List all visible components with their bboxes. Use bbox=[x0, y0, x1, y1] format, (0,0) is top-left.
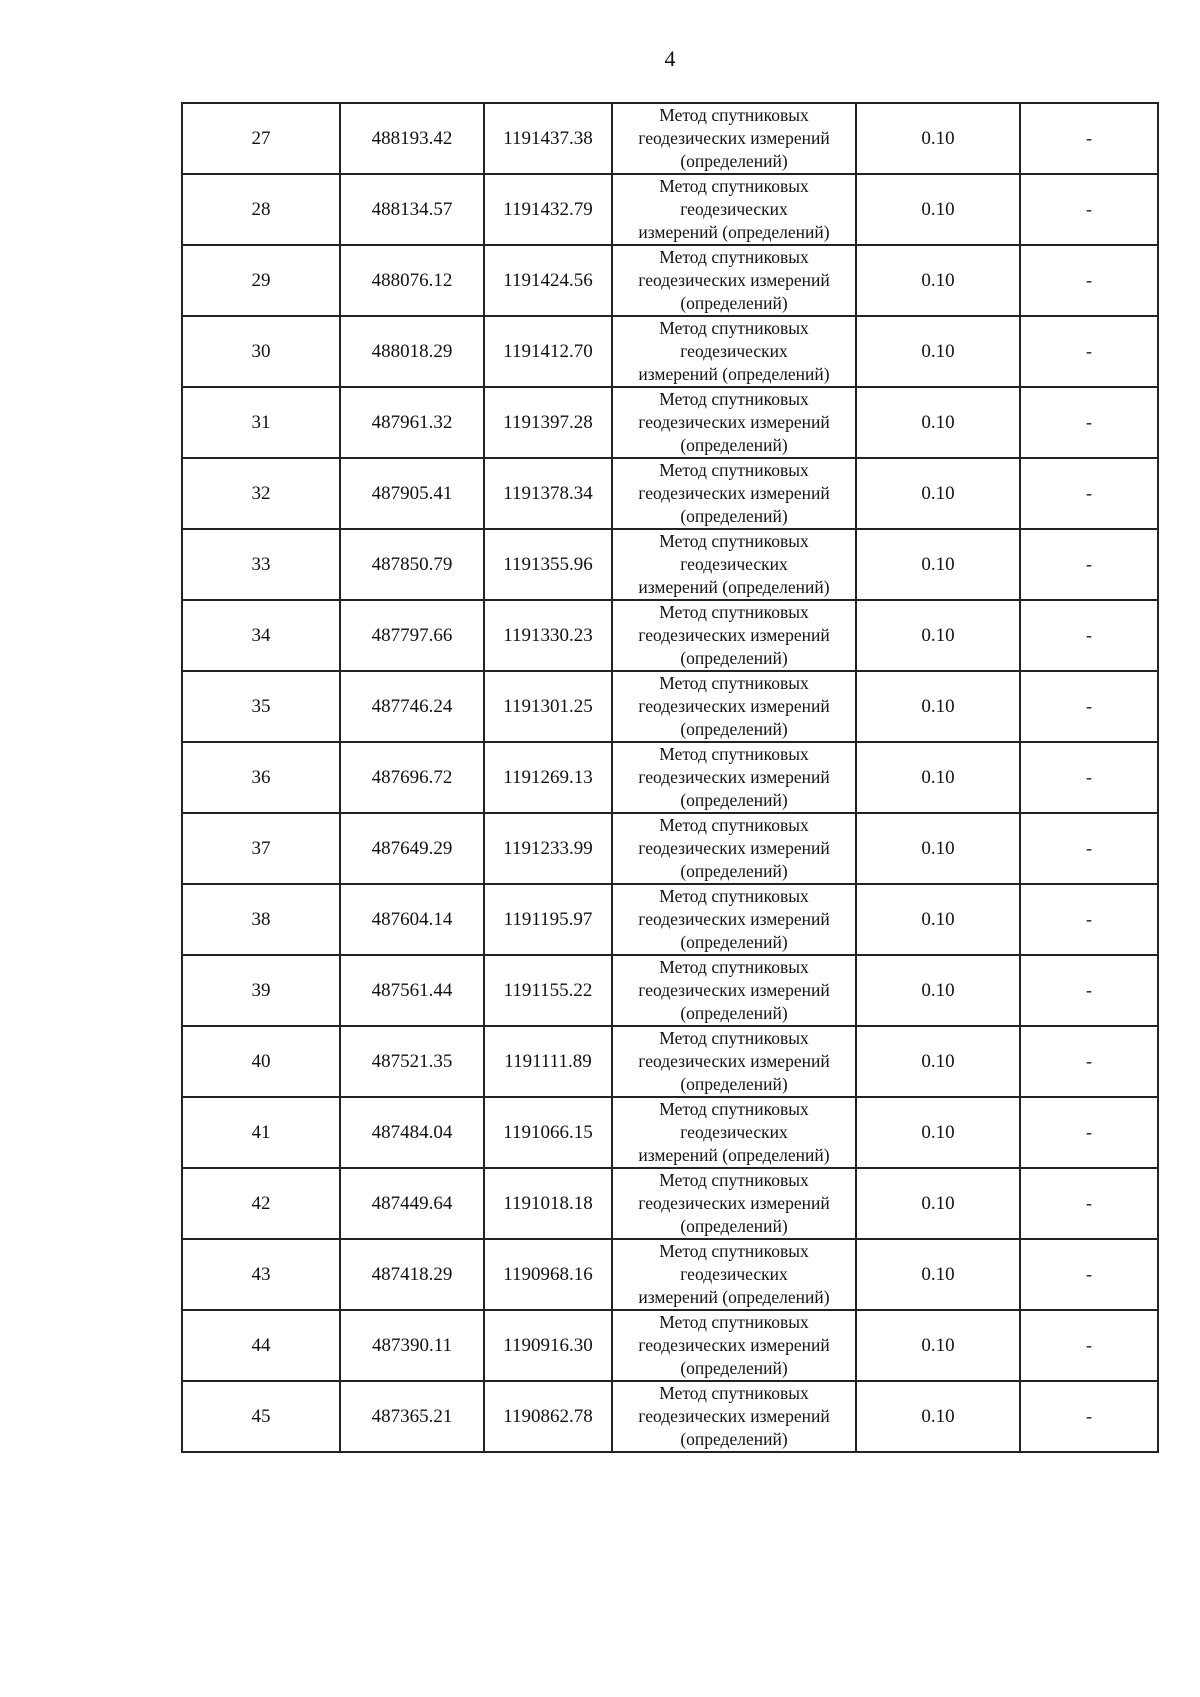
accuracy-cell: 0.10 bbox=[856, 1381, 1020, 1452]
x-coordinate-cell: 487746.24 bbox=[340, 671, 484, 742]
method-line: геодезических bbox=[680, 341, 788, 361]
table-row bbox=[182, 671, 1158, 742]
method-line: геодезических измерений bbox=[638, 1406, 830, 1426]
y-coordinate-cell: 1191378.34 bbox=[484, 458, 612, 529]
method-line: (определений) bbox=[680, 1429, 788, 1449]
method-line: (определений) bbox=[680, 861, 788, 881]
extra-cell: - bbox=[1020, 1097, 1158, 1168]
extra-cell: - bbox=[1020, 884, 1158, 955]
method-line: Метод спутниковых bbox=[659, 389, 809, 409]
table-row bbox=[182, 1097, 1158, 1168]
table-row bbox=[182, 103, 1158, 174]
method-line: измерений (определений) bbox=[638, 364, 830, 384]
x-coordinate-cell: 488018.29 bbox=[340, 316, 484, 387]
method-line: геодезических измерений bbox=[638, 767, 830, 787]
x-coordinate-cell: 487390.11 bbox=[340, 1310, 484, 1381]
point-number-cell: 37 bbox=[182, 813, 340, 884]
method-line: геодезических измерений bbox=[638, 270, 830, 290]
x-coordinate-cell: 487365.21 bbox=[340, 1381, 484, 1452]
method-cell bbox=[612, 671, 856, 742]
x-coordinate-cell: 488193.42 bbox=[340, 103, 484, 174]
method-line: Метод спутниковых bbox=[659, 531, 809, 551]
accuracy-cell: 0.10 bbox=[856, 671, 1020, 742]
x-coordinate-cell: 487850.79 bbox=[340, 529, 484, 600]
x-coordinate-cell: 487561.44 bbox=[340, 955, 484, 1026]
extra-cell: - bbox=[1020, 1168, 1158, 1239]
table-row bbox=[182, 458, 1158, 529]
extra-cell: - bbox=[1020, 742, 1158, 813]
table-row bbox=[182, 600, 1158, 671]
y-coordinate-cell: 1190916.30 bbox=[484, 1310, 612, 1381]
extra-cell: - bbox=[1020, 458, 1158, 529]
method-cell bbox=[612, 316, 856, 387]
extra-cell: - bbox=[1020, 245, 1158, 316]
extra-cell: - bbox=[1020, 1381, 1158, 1452]
table-row bbox=[182, 742, 1158, 813]
method-cell bbox=[612, 600, 856, 671]
accuracy-cell: 0.10 bbox=[856, 458, 1020, 529]
y-coordinate-cell: 1191155.22 bbox=[484, 955, 612, 1026]
y-coordinate-cell: 1191412.70 bbox=[484, 316, 612, 387]
y-coordinate-cell: 1191066.15 bbox=[484, 1097, 612, 1168]
y-coordinate-cell: 1190862.78 bbox=[484, 1381, 612, 1452]
point-number-cell: 45 bbox=[182, 1381, 340, 1452]
accuracy-cell: 0.10 bbox=[856, 103, 1020, 174]
page-number: 4 bbox=[664, 46, 676, 71]
table-row bbox=[182, 316, 1158, 387]
x-coordinate-cell: 487961.32 bbox=[340, 387, 484, 458]
method-line: Метод спутниковых bbox=[659, 176, 809, 196]
method-line: Метод спутниковых bbox=[659, 1028, 809, 1048]
method-cell bbox=[612, 174, 856, 245]
point-number-cell: 41 bbox=[182, 1097, 340, 1168]
point-number-cell: 42 bbox=[182, 1168, 340, 1239]
method-cell bbox=[612, 529, 856, 600]
x-coordinate-cell: 487449.64 bbox=[340, 1168, 484, 1239]
point-number-cell: 28 bbox=[182, 174, 340, 245]
method-cell bbox=[612, 103, 856, 174]
table-row bbox=[182, 813, 1158, 884]
method-cell bbox=[612, 1381, 856, 1452]
point-number-cell: 38 bbox=[182, 884, 340, 955]
method-line: геодезических измерений bbox=[638, 483, 830, 503]
y-coordinate-cell: 1191301.25 bbox=[484, 671, 612, 742]
method-line: геодезических измерений bbox=[638, 980, 830, 1000]
extra-cell: - bbox=[1020, 174, 1158, 245]
method-line: геодезических измерений bbox=[638, 1335, 830, 1355]
accuracy-cell: 0.10 bbox=[856, 600, 1020, 671]
y-coordinate-cell: 1191355.96 bbox=[484, 529, 612, 600]
method-line: Метод спутниковых bbox=[659, 1312, 809, 1332]
y-coordinate-cell: 1191269.13 bbox=[484, 742, 612, 813]
method-line: (определений) bbox=[680, 435, 788, 455]
accuracy-cell: 0.10 bbox=[856, 1310, 1020, 1381]
accuracy-cell: 0.10 bbox=[856, 316, 1020, 387]
method-cell bbox=[612, 813, 856, 884]
y-coordinate-cell: 1190968.16 bbox=[484, 1239, 612, 1310]
extra-cell: - bbox=[1020, 316, 1158, 387]
method-line: геодезических измерений bbox=[638, 128, 830, 148]
method-line: Метод спутниковых bbox=[659, 815, 809, 835]
point-number-cell: 44 bbox=[182, 1310, 340, 1381]
point-number-cell: 31 bbox=[182, 387, 340, 458]
x-coordinate-cell: 487696.72 bbox=[340, 742, 484, 813]
coordinates-table bbox=[181, 102, 1159, 1453]
accuracy-cell: 0.10 bbox=[856, 1239, 1020, 1310]
accuracy-cell: 0.10 bbox=[856, 742, 1020, 813]
accuracy-cell: 0.10 bbox=[856, 174, 1020, 245]
method-line: Метод спутниковых bbox=[659, 1170, 809, 1190]
method-cell bbox=[612, 245, 856, 316]
x-coordinate-cell: 487649.29 bbox=[340, 813, 484, 884]
method-line: Метод спутниковых bbox=[659, 1241, 809, 1261]
method-line: Метод спутниковых bbox=[659, 247, 809, 267]
extra-cell: - bbox=[1020, 955, 1158, 1026]
extra-cell: - bbox=[1020, 103, 1158, 174]
table-row bbox=[182, 1239, 1158, 1310]
y-coordinate-cell: 1191424.56 bbox=[484, 245, 612, 316]
table-row bbox=[182, 245, 1158, 316]
table-row bbox=[182, 174, 1158, 245]
table-row bbox=[182, 884, 1158, 955]
method-line: Метод спутниковых bbox=[659, 1099, 809, 1119]
point-number-cell: 30 bbox=[182, 316, 340, 387]
point-number-cell: 29 bbox=[182, 245, 340, 316]
method-line: измерений (определений) bbox=[638, 577, 830, 597]
y-coordinate-cell: 1191437.38 bbox=[484, 103, 612, 174]
method-line: измерений (определений) bbox=[638, 1287, 830, 1307]
point-number-cell: 33 bbox=[182, 529, 340, 600]
method-line: геодезических измерений bbox=[638, 412, 830, 432]
method-line: Метод спутниковых bbox=[659, 602, 809, 622]
method-cell bbox=[612, 1310, 856, 1381]
method-line: (определений) bbox=[680, 506, 788, 526]
table-row bbox=[182, 1168, 1158, 1239]
extra-cell: - bbox=[1020, 1026, 1158, 1097]
accuracy-cell: 0.10 bbox=[856, 529, 1020, 600]
accuracy-cell: 0.10 bbox=[856, 1168, 1020, 1239]
point-number-cell: 27 bbox=[182, 103, 340, 174]
table-body bbox=[182, 103, 1158, 1452]
y-coordinate-cell: 1191397.28 bbox=[484, 387, 612, 458]
accuracy-cell: 0.10 bbox=[856, 387, 1020, 458]
extra-cell: - bbox=[1020, 671, 1158, 742]
method-line: (определений) bbox=[680, 932, 788, 952]
accuracy-cell: 0.10 bbox=[856, 884, 1020, 955]
x-coordinate-cell: 487484.04 bbox=[340, 1097, 484, 1168]
method-line: (определений) bbox=[680, 648, 788, 668]
accuracy-cell: 0.10 bbox=[856, 245, 1020, 316]
table-row bbox=[182, 387, 1158, 458]
extra-cell: - bbox=[1020, 529, 1158, 600]
method-line: геодезических измерений bbox=[638, 838, 830, 858]
method-line: Метод спутниковых bbox=[659, 673, 809, 693]
point-number-cell: 39 bbox=[182, 955, 340, 1026]
method-cell bbox=[612, 1168, 856, 1239]
method-line: Метод спутниковых bbox=[659, 105, 809, 125]
method-line: геодезических измерений bbox=[638, 625, 830, 645]
point-number-cell: 43 bbox=[182, 1239, 340, 1310]
method-line: геодезических bbox=[680, 1122, 788, 1142]
accuracy-cell: 0.10 bbox=[856, 813, 1020, 884]
method-cell bbox=[612, 884, 856, 955]
extra-cell: - bbox=[1020, 387, 1158, 458]
extra-cell: - bbox=[1020, 813, 1158, 884]
extra-cell: - bbox=[1020, 1310, 1158, 1381]
method-line: (определений) bbox=[680, 1003, 788, 1023]
point-number-cell: 32 bbox=[182, 458, 340, 529]
method-line: геодезических измерений bbox=[638, 1051, 830, 1071]
method-line: (определений) bbox=[680, 293, 788, 313]
method-line: геодезических bbox=[680, 199, 788, 219]
x-coordinate-cell: 488076.12 bbox=[340, 245, 484, 316]
x-coordinate-cell: 487797.66 bbox=[340, 600, 484, 671]
method-line: (определений) bbox=[680, 790, 788, 810]
table-row bbox=[182, 955, 1158, 1026]
accuracy-cell: 0.10 bbox=[856, 1026, 1020, 1097]
method-line: Метод спутниковых bbox=[659, 886, 809, 906]
method-line: Метод спутниковых bbox=[659, 318, 809, 338]
y-coordinate-cell: 1191432.79 bbox=[484, 174, 612, 245]
extra-cell: - bbox=[1020, 600, 1158, 671]
x-coordinate-cell: 487905.41 bbox=[340, 458, 484, 529]
x-coordinate-cell: 487521.35 bbox=[340, 1026, 484, 1097]
x-coordinate-cell: 487418.29 bbox=[340, 1239, 484, 1310]
method-line: геодезических измерений bbox=[638, 909, 830, 929]
y-coordinate-cell: 1191330.23 bbox=[484, 600, 612, 671]
point-number-cell: 35 bbox=[182, 671, 340, 742]
point-number-cell: 36 bbox=[182, 742, 340, 813]
method-line: геодезических bbox=[680, 554, 788, 574]
method-line: (определений) bbox=[680, 151, 788, 171]
method-line: геодезических bbox=[680, 1264, 788, 1284]
table-row bbox=[182, 529, 1158, 600]
x-coordinate-cell: 487604.14 bbox=[340, 884, 484, 955]
x-coordinate-cell: 488134.57 bbox=[340, 174, 484, 245]
method-line: (определений) bbox=[680, 1074, 788, 1094]
method-line: Метод спутниковых bbox=[659, 957, 809, 977]
method-cell bbox=[612, 955, 856, 1026]
y-coordinate-cell: 1191111.89 bbox=[484, 1026, 612, 1097]
extra-cell: - bbox=[1020, 1239, 1158, 1310]
method-line: (определений) bbox=[680, 719, 788, 739]
method-line: Метод спутниковых bbox=[659, 1383, 809, 1403]
method-cell bbox=[612, 1026, 856, 1097]
method-line: измерений (определений) bbox=[638, 1145, 830, 1165]
table-row bbox=[182, 1026, 1158, 1097]
method-cell bbox=[612, 1239, 856, 1310]
method-line: измерений (определений) bbox=[638, 222, 830, 242]
y-coordinate-cell: 1191018.18 bbox=[484, 1168, 612, 1239]
accuracy-cell: 0.10 bbox=[856, 1097, 1020, 1168]
table-row bbox=[182, 1310, 1158, 1381]
method-cell bbox=[612, 387, 856, 458]
table-row bbox=[182, 1381, 1158, 1452]
accuracy-cell: 0.10 bbox=[856, 955, 1020, 1026]
method-cell bbox=[612, 742, 856, 813]
method-line: (определений) bbox=[680, 1358, 788, 1378]
method-line: (определений) bbox=[680, 1216, 788, 1236]
y-coordinate-cell: 1191195.97 bbox=[484, 884, 612, 955]
method-cell bbox=[612, 458, 856, 529]
point-number-cell: 34 bbox=[182, 600, 340, 671]
point-number-cell: 40 bbox=[182, 1026, 340, 1097]
method-line: геодезических измерений bbox=[638, 696, 830, 716]
method-line: геодезических измерений bbox=[638, 1193, 830, 1213]
method-line: Метод спутниковых bbox=[659, 460, 809, 480]
method-cell bbox=[612, 1097, 856, 1168]
y-coordinate-cell: 1191233.99 bbox=[484, 813, 612, 884]
method-line: Метод спутниковых bbox=[659, 744, 809, 764]
